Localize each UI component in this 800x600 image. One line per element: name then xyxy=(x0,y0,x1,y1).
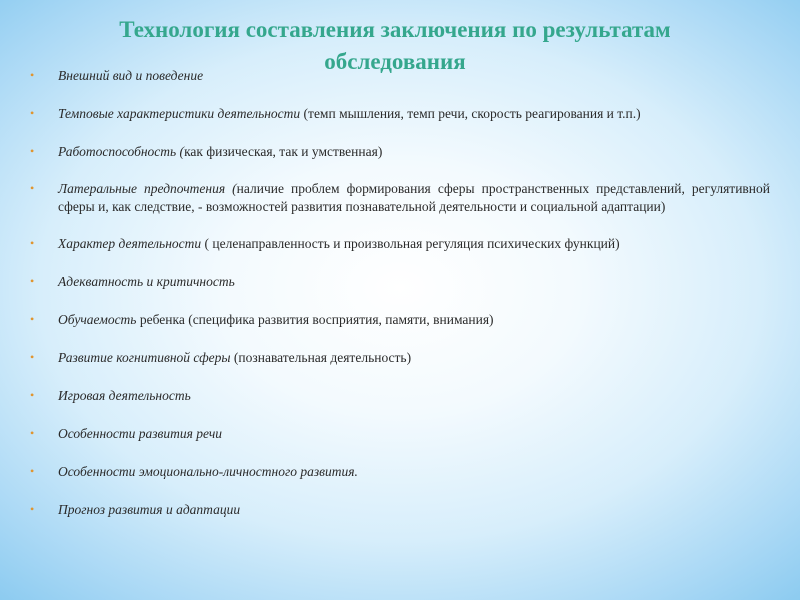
item-heading: Особенности развития речи xyxy=(58,426,223,441)
list-item xyxy=(30,142,770,161)
bullet-icon: • xyxy=(30,144,35,158)
list-item xyxy=(30,424,770,443)
item-detail: наличие проблем формирования сферы пространственных представлений, регулятивной сферы и, как следствие, - возможностей развития познавательной деятельности и социальной адаптации) xyxy=(58,181,771,214)
item-heading: Особенности эмоционально-личностного развития. xyxy=(58,464,358,479)
bullet-icon: • xyxy=(30,106,35,120)
item-heading: Латеральные предпочтения ( xyxy=(58,181,237,196)
item-detail: ( целенаправленность и произвольная регуляция психических функций) xyxy=(201,236,620,251)
item-heading: Адекватность и критичность xyxy=(58,274,235,289)
bullet-icon: • xyxy=(30,181,35,195)
item-heading: Прогноз развития и адаптации xyxy=(58,502,241,517)
bullet-icon: • xyxy=(30,388,35,402)
item-heading: Обучаемость xyxy=(58,312,137,327)
item-heading: Игровая деятельность xyxy=(58,388,191,403)
item-heading: Внешний вид и поведение xyxy=(58,68,204,83)
item-heading: Темповые характеристики деятельности xyxy=(58,106,301,121)
bullet-icon: • xyxy=(30,274,35,288)
item-detail: (темп мышления, темп речи, скорость реагирования и т.п.) xyxy=(300,106,641,121)
list-item xyxy=(30,500,770,519)
bullet-icon: • xyxy=(30,68,35,82)
bullet-icon: • xyxy=(30,312,35,326)
bullet-icon: • xyxy=(30,350,35,364)
item-detail: как физическая, так и умственная) xyxy=(184,144,383,159)
list-item xyxy=(30,234,770,253)
item-detail: ребенка (специфика развития восприятия, памяти, внимания) xyxy=(136,312,494,327)
list-item xyxy=(30,348,770,367)
item-heading: Развитие когнитивной сферы xyxy=(58,350,231,365)
bullet-icon: • xyxy=(30,464,35,478)
bullet-list xyxy=(30,66,770,538)
list-item xyxy=(30,462,770,481)
list-item xyxy=(30,272,770,291)
list-item xyxy=(30,66,770,85)
bullet-icon: • xyxy=(30,502,35,516)
bullet-icon: • xyxy=(30,426,35,440)
list-item xyxy=(30,104,770,123)
list-item xyxy=(30,386,770,405)
item-detail: (познавательная деятельность) xyxy=(230,350,412,365)
item-heading: Работоспособность ( xyxy=(58,144,185,159)
list-item xyxy=(30,180,770,215)
bullet-icon: • xyxy=(30,236,35,250)
slide-title: Технология составления заключения по результатам обследования xyxy=(119,17,671,74)
item-heading: Характер деятельности xyxy=(58,236,202,251)
list-item xyxy=(30,310,770,329)
